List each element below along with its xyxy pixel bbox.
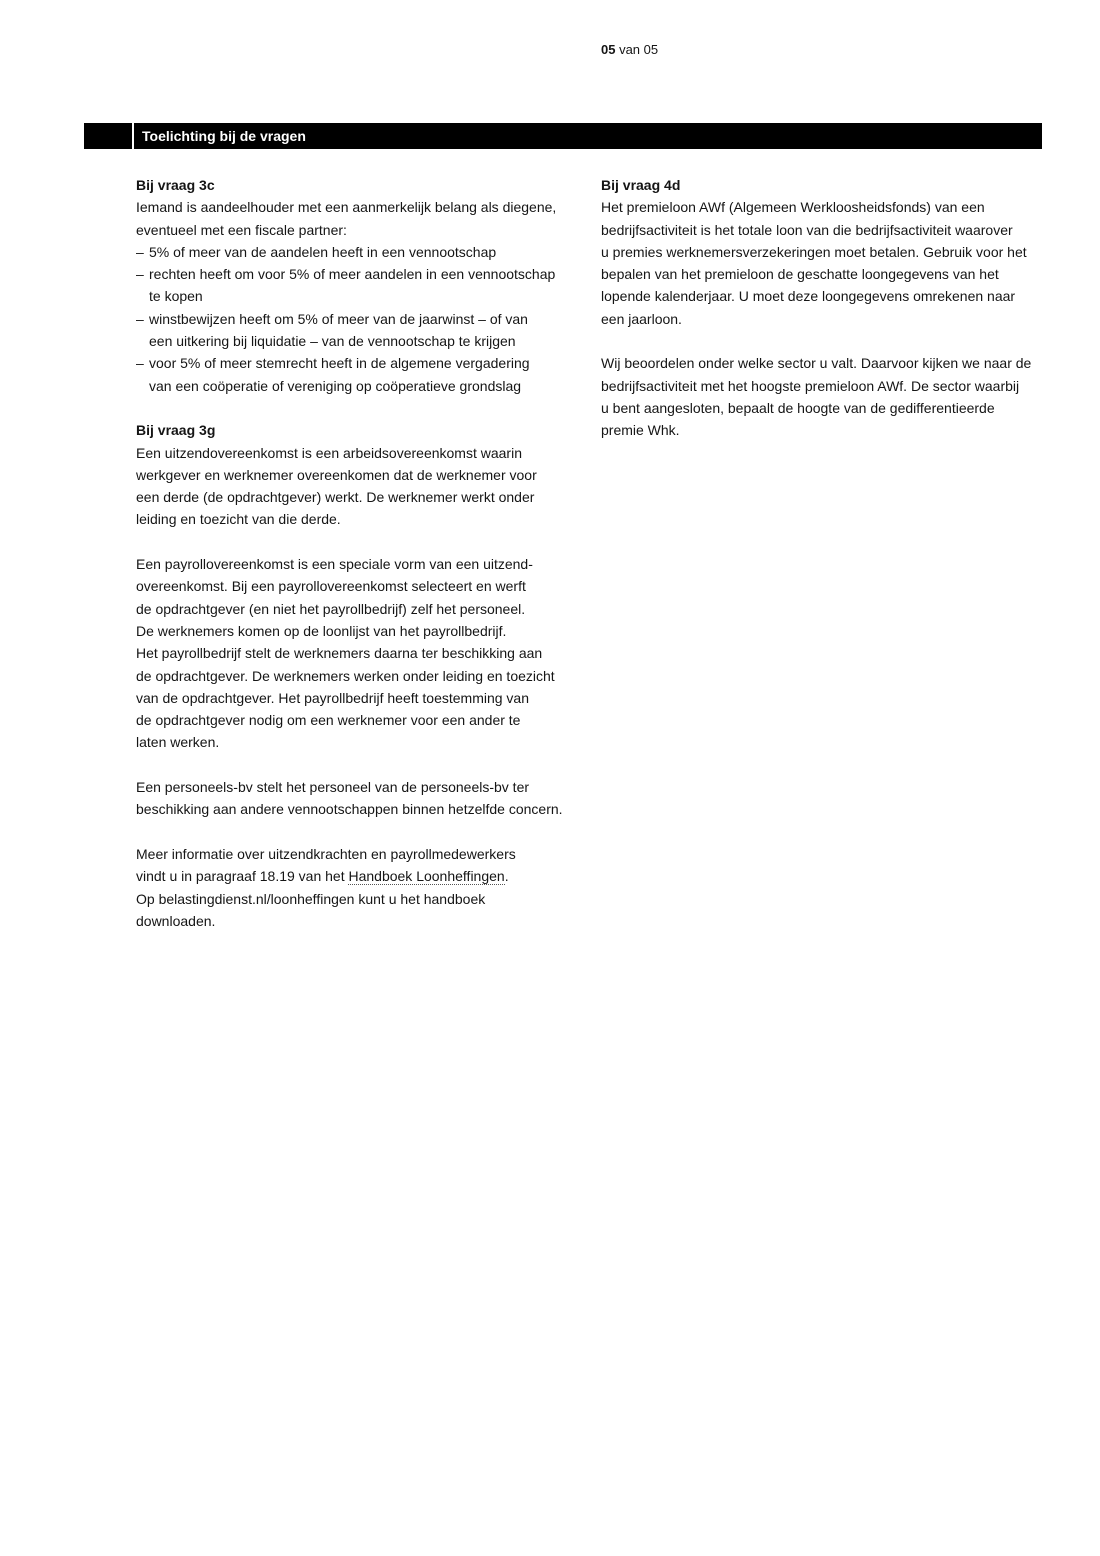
list-item: [136, 352, 576, 397]
text-line: [136, 865, 576, 887]
q4d-heading: Bij vraag 4d: [601, 177, 681, 193]
text-line: Meer informatie over uitzendkrachten en payrollmedewerkers: [136, 845, 516, 862]
text-line: leiding en toezicht van die derde.: [136, 511, 341, 528]
text-line: bepalen van het premieloon de geschatte loongegevens van het: [601, 266, 999, 283]
q3c-heading: Bij vraag 3c: [136, 177, 215, 193]
q3g-paragraph-4: [136, 843, 576, 932]
page-current: 05: [601, 42, 616, 57]
text-line: beschikking aan andere vennootschappen binnen hetzelfde concern.: [136, 801, 563, 818]
list-item: [136, 241, 576, 263]
text-line: lopende kalenderjaar. U moet deze loongegevens omrekenen naar: [601, 288, 1016, 305]
text-line: werkgever en werknemer overeenkomen dat de werknemer voor: [136, 466, 537, 483]
list-item-line: – winstbewijzen heeft om 5% of meer van de jaarwinst – of van: [149, 310, 528, 327]
text-line: de opdrachtgever (en niet het payrollbedrijf) zelf het personeel.: [136, 600, 526, 617]
text-line: u premies werknemersverzekeringen moet betalen. Gebruik voor het: [601, 243, 1027, 260]
text-line: downloaden.: [136, 912, 216, 929]
text-line: Wij beoordelen onder welke sector u valt. Daarvoor kijken we naar de: [601, 355, 1032, 372]
text-line: De werknemers komen op de loonlijst van het payrollbedrijf.: [136, 622, 507, 639]
left-column: [136, 174, 576, 932]
text-line: Het premieloon AWf (Algemeen Werkloosheidsfonds) van een: [601, 199, 985, 216]
text-line: bedrijfsactiviteit met het hoogste premieloon AWf. De sector waarbij: [601, 377, 1020, 394]
text-line: Een payrollovereenkomst is een speciale vorm van een uitzend-: [136, 556, 533, 573]
q4d-paragraph-2: [601, 352, 1045, 441]
page-separator: van: [615, 42, 644, 57]
text-line: u bent aangesloten, bepaalt de hoogte van de gedifferentieerde: [601, 399, 995, 416]
right-column: [601, 174, 1045, 442]
section-header-bar: [84, 123, 1042, 149]
page-total: 05: [643, 42, 659, 57]
text-line: een jaarloon.: [601, 310, 682, 327]
section-title: Toelichting bij de vragen: [142, 128, 306, 144]
text-line: de opdrachtgever nodig om een werknemer voor een ander te: [136, 712, 521, 729]
list-item-line: – 5% of meer van de aandelen heeft in een vennootschap: [149, 243, 497, 260]
q4d-paragraph-1: [601, 196, 1045, 330]
page-number: [601, 42, 658, 58]
list-item: [136, 263, 576, 308]
text-line: de opdrachtgever. De werknemers werken onder leiding en toezicht: [136, 667, 555, 684]
q3c-intro-line: Iemand is aandeelhouder met een aanmerkelijk belang als diegene,: [136, 199, 557, 216]
text-fragment: vindt u in paragraaf 18.19 van het: [136, 868, 349, 885]
list-item: [136, 308, 576, 353]
list-item-line: een uitkering bij liquidatie – van de vennootschap te krijgen: [149, 333, 516, 350]
section-bar-divider: [132, 123, 134, 149]
q3g-heading: Bij vraag 3g: [136, 422, 216, 439]
q3g-paragraph-1: [136, 442, 576, 531]
list-item-line: – rechten heeft om voor 5% of meer aandelen in een vennootschap: [149, 266, 556, 283]
list-item-line: te kopen: [149, 288, 203, 305]
text-line: bedrijfsactiviteit is het totale loon van die bedrijfsactiviteit waarover: [601, 221, 1013, 238]
list-item-line: van een coöperatie of vereniging op coöperatieve grondslag: [149, 377, 522, 394]
text-line: premie Whk.: [601, 422, 680, 439]
text-line: overeenkomst. Bij een payrollovereenkomst selecteert en werft: [136, 578, 526, 595]
text-line: laten werken.: [136, 734, 220, 751]
text-line: een derde (de opdrachtgever) werkt. De werknemer werkt onder: [136, 489, 535, 506]
text-line: van de opdrachtgever. Het payrollbedrijf heeft toestemming van: [136, 689, 530, 706]
q3c-list: [136, 241, 576, 397]
text-fragment: .: [504, 868, 509, 885]
q3g-paragraph-2: [136, 553, 576, 754]
text-line: Op belastingdienst.nl/loonheffingen kunt u het handboek: [136, 890, 486, 907]
list-item-line: – voor 5% of meer stemrecht heeft in de algemene vergadering: [149, 355, 530, 372]
q3c-intro: [136, 196, 576, 241]
q3g-paragraph-3: [136, 776, 576, 821]
text-line: Een personeels-bv stelt het personeel van de personeels-bv ter: [136, 779, 530, 796]
handboek-loonheffingen-link[interactable]: Handboek Loonheffingen: [348, 868, 505, 885]
q3c-intro-line: eventueel met een fiscale partner:: [136, 221, 347, 238]
text-line: Een uitzendovereenkomst is een arbeidsovereenkomst waarin: [136, 444, 522, 461]
text-line: Het payrollbedrijf stelt de werknemers daarna ter beschikking aan: [136, 645, 543, 662]
